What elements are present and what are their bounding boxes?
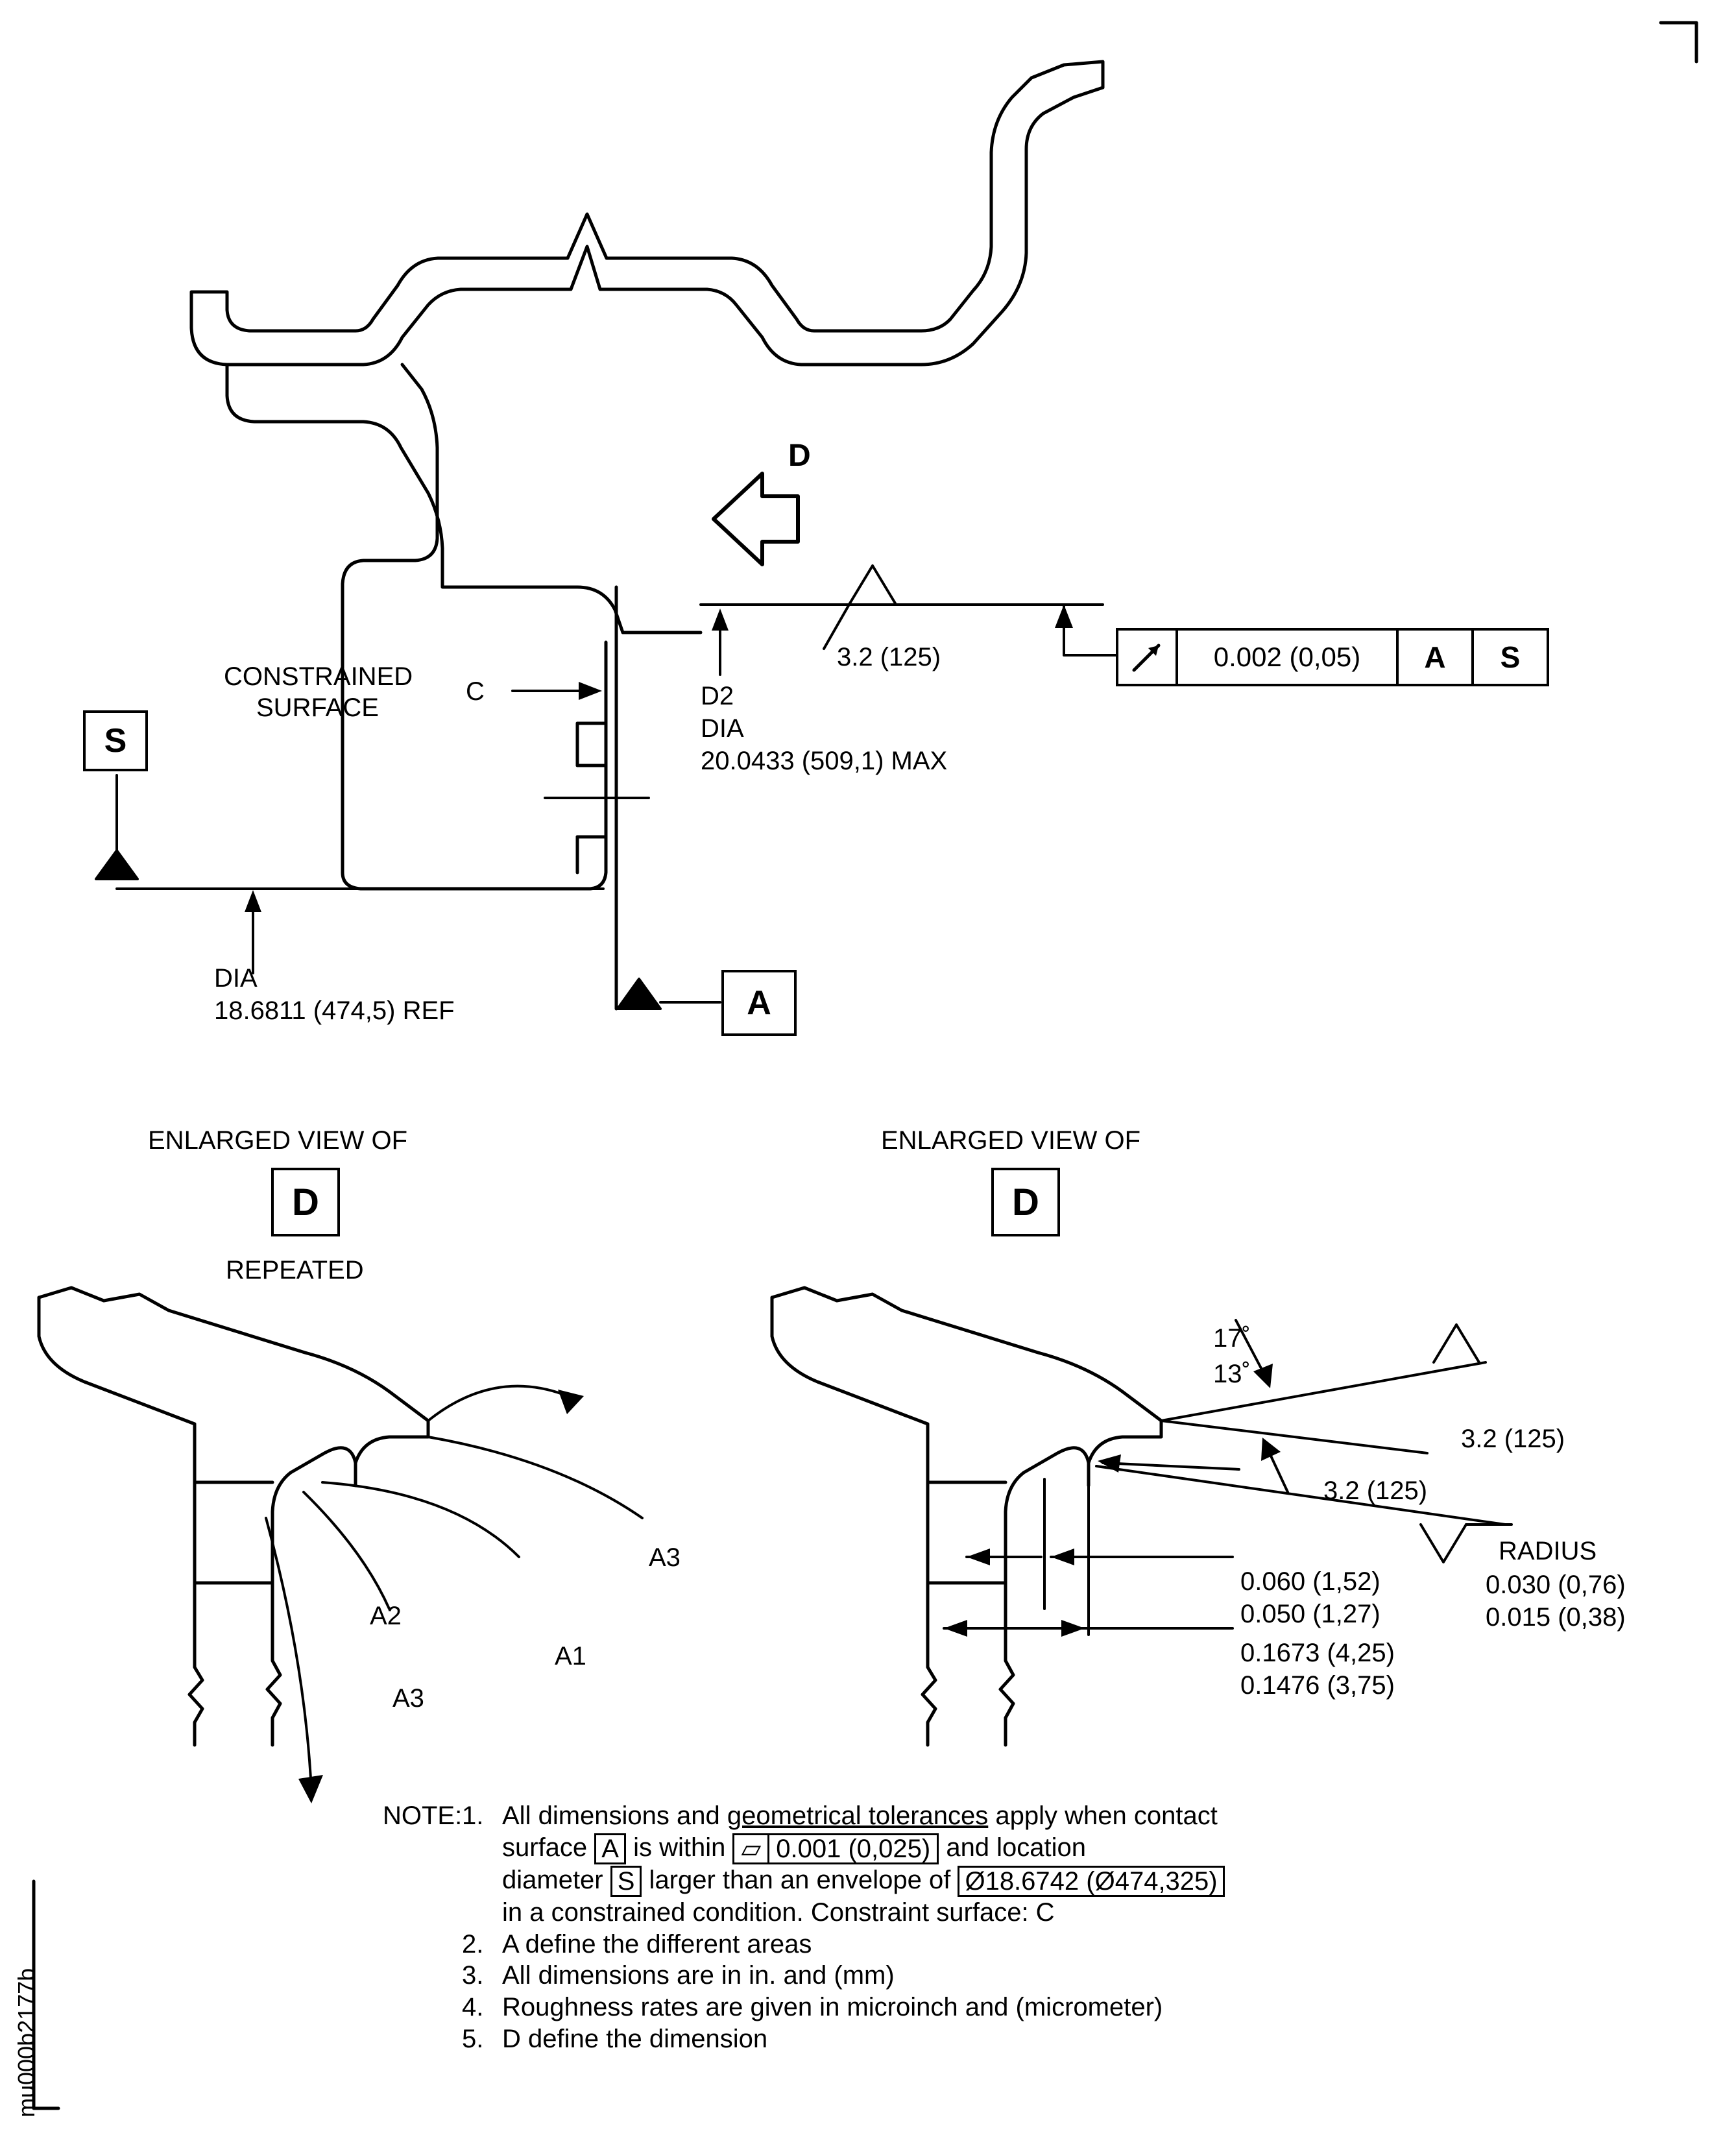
left-callout-a3-bottom-arrow — [298, 1775, 323, 1803]
c-arrow — [579, 682, 602, 700]
d2-label-line1: D2 — [701, 682, 734, 710]
note-1-fcf-value: 0.001 (0,025) — [776, 1834, 931, 1863]
left-detail-view-letter: D — [271, 1168, 340, 1236]
fcf-datum-a: A — [1399, 631, 1474, 684]
radius-min-value: 0.015 (0,38) — [1486, 1603, 1626, 1632]
note-3-text: All dimensions are in in. and (mm) — [502, 1961, 895, 1990]
angle-line-17 — [1161, 1362, 1486, 1421]
radius-max-value: 0.030 (0,76) — [1486, 1571, 1626, 1599]
left-callout-a3-top-curve — [428, 1386, 564, 1421]
view-arrow-letter-d: D — [788, 439, 811, 473]
angle-line-13 — [1161, 1421, 1427, 1453]
note-4-number: 4. — [462, 1993, 484, 2022]
view-direction-arrow-d — [714, 474, 798, 564]
datum-box-a: A — [721, 970, 797, 1036]
angle-arrow-17 — [1253, 1364, 1273, 1388]
left-callout-a2-curve — [304, 1492, 389, 1609]
left-detail-title-line2: REPEATED — [226, 1256, 364, 1284]
note-5-number: 5. — [462, 2024, 484, 2053]
constrained-surface-label-line2: SURFACE — [256, 693, 379, 722]
note-item-1 — [462, 1800, 1680, 1929]
datum-box-s: S — [83, 710, 148, 771]
datum-s-triangle — [96, 850, 138, 879]
dim-arrow-b1 — [944, 1620, 967, 1637]
dim-arrow-b2 — [1061, 1620, 1085, 1637]
profile-arrow-icon — [1118, 631, 1178, 684]
note-1-fcf-symbol: ⏥ — [734, 1835, 769, 1862]
note-1-datum-a-box: A — [594, 1833, 626, 1864]
note-1-line2-mid: is within — [625, 1833, 733, 1862]
corner-mark-icon — [1661, 23, 1696, 62]
note-1-line4: in a constrained condition. Constraint surface: C — [502, 1898, 1055, 1927]
roughness-value-main: 3.2 (125) — [837, 643, 941, 671]
fcf-datum-s: S — [1500, 640, 1521, 674]
left-detail-title-line1: ENLARGED VIEW OF — [148, 1126, 408, 1155]
note-1-line3-pre: diameter — [502, 1865, 610, 1894]
note-2-number: 2. — [462, 1929, 484, 1958]
note-item-4 — [462, 1992, 1680, 2023]
fcf-arrow — [1055, 605, 1073, 628]
note-1-envelope-box: Ø18.6742 (Ø474,325) — [958, 1866, 1224, 1897]
left-detail-lower — [39, 1297, 356, 1583]
dim-arrow-a2 — [1051, 1549, 1074, 1565]
dia-ref-line1: DIA — [214, 964, 258, 993]
d2-label-line2: DIA — [701, 714, 744, 743]
dim-a-max-value: 0.060 (1,52) — [1240, 1567, 1380, 1596]
note-1-part2: apply when contact — [988, 1802, 1218, 1830]
dia-ref-arrow — [245, 890, 261, 912]
web-upper-line — [227, 365, 701, 633]
chamfer-leader — [1103, 1463, 1239, 1469]
note-1-line2 — [502, 1832, 1680, 1864]
drawing-code: mu000b2177b — [13, 1968, 40, 2117]
angle-13-label: 13˚ — [1213, 1360, 1251, 1388]
note-5-text: D define the dimension — [502, 2024, 768, 2053]
main-flange-outline — [191, 62, 1103, 365]
note-item-3 — [462, 1960, 1680, 1992]
right-detail-lower — [772, 1297, 1089, 1583]
note-1-part1: All dimensions and — [502, 1802, 727, 1830]
notes-block — [383, 1800, 1680, 2055]
right-detail-title-line1: ENLARGED VIEW OF — [881, 1126, 1141, 1155]
note-4-text: Roughness rates are given in microinch and (micrometer) — [502, 1993, 1163, 2022]
note-2-text: A define the different areas — [502, 1929, 812, 1958]
note-1-number: 1. — [462, 1802, 484, 1830]
note-item-5 — [462, 2023, 1680, 2055]
note-1-line1 — [502, 1800, 1680, 1832]
web-lower-line — [343, 365, 606, 889]
angle-17-label: 17˚ — [1213, 1324, 1251, 1353]
left-break-line-1 — [189, 1583, 202, 1745]
left-callout-a2-label: A2 — [370, 1602, 402, 1630]
surface-letter-c: C — [466, 677, 485, 706]
fcf-leader — [1064, 605, 1116, 655]
roughness-symbol-main — [850, 566, 895, 603]
note-1-inline-fcf — [732, 1833, 939, 1864]
notes-heading: NOTE: — [383, 1802, 463, 1830]
radius-label: RADIUS — [1499, 1537, 1597, 1565]
right-detail-view-letter: D — [991, 1168, 1060, 1236]
datum-a-triangle — [618, 979, 660, 1009]
dim-arrow-a1 — [967, 1549, 990, 1565]
left-callout-a3-right-curve — [428, 1437, 642, 1518]
roughness-symbol-r2 — [1421, 1524, 1466, 1562]
left-callout-a1-label: A1 — [555, 1642, 586, 1670]
d2-label-line3: 20.0433 (509,1) MAX — [701, 747, 948, 775]
roughness-value-r1: 3.2 (125) — [1461, 1425, 1565, 1453]
dia-ref-line2: 18.6811 (474,5) REF — [214, 996, 455, 1025]
roughness-value-r2: 3.2 (125) — [1323, 1476, 1428, 1505]
left-callout-a3-top-arrow — [558, 1390, 584, 1414]
dim-b-min-value: 0.1476 (3,75) — [1240, 1671, 1395, 1700]
constrained-surface-label-line1: CONSTRAINED — [224, 662, 413, 691]
note-1-underlined: geometrical tolerances — [727, 1802, 989, 1830]
left-callout-a3-bottom-label: A3 — [392, 1684, 424, 1713]
note-item-2 — [462, 1929, 1680, 1960]
d2-arrow — [712, 609, 729, 631]
note-3-number: 3. — [462, 1961, 484, 1990]
note-1-line2-pre: surface — [502, 1833, 595, 1862]
note-1-line3-mid: larger than an envelope of — [642, 1865, 958, 1894]
fcf-tolerance-value: 0.002 (0,05) — [1178, 631, 1399, 684]
right-break-line-2 — [1000, 1583, 1013, 1745]
left-break-line-2 — [267, 1583, 280, 1745]
left-callout-a3-right-label: A3 — [649, 1543, 681, 1572]
note-1-line2-post: and location — [939, 1833, 1087, 1862]
roughness-symbol-r1 — [1434, 1325, 1479, 1362]
dim-b-max-value: 0.1673 (4,25) — [1240, 1639, 1395, 1667]
dim-a-min-value: 0.050 (1,27) — [1240, 1600, 1380, 1628]
note-1-datum-s-box: S — [610, 1866, 642, 1897]
chamfer-arrow — [1098, 1454, 1121, 1473]
feature-control-frame — [1116, 628, 1549, 686]
note-1-line3 — [502, 1864, 1680, 1897]
